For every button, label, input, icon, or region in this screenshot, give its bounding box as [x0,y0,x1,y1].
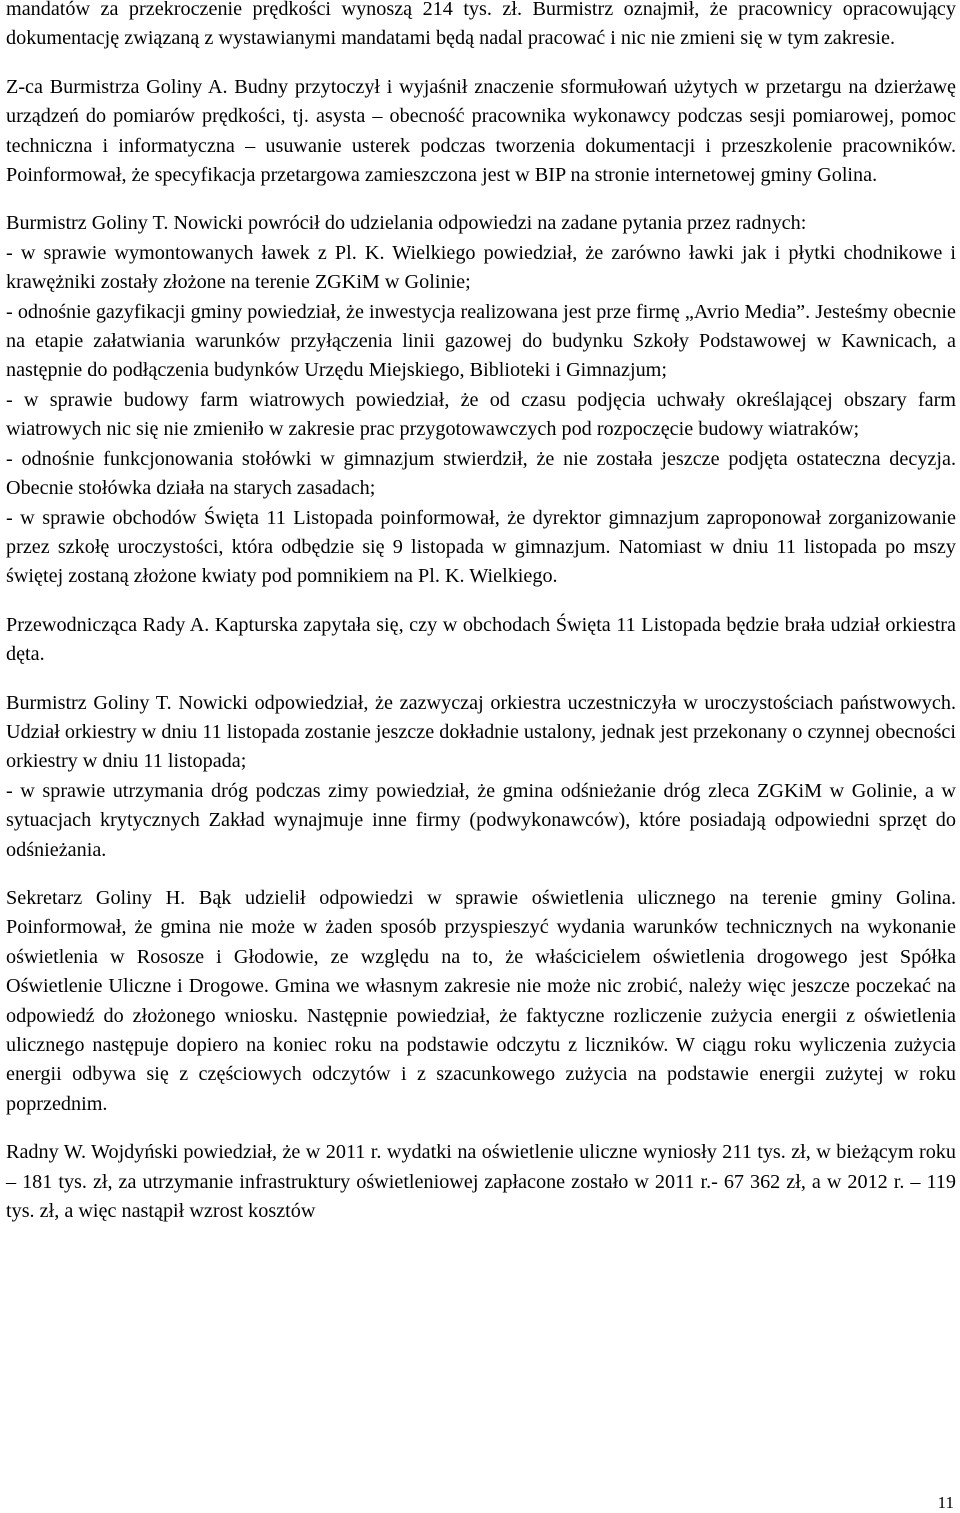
text-line-wind-farms: - w sprawie budowy farm wiatrowych powiedział, że od czasu podjęcia uchwały określającej obszary farm wiatrowych nic się nie zmieniło w zakresie prac przygotowawczych pod rozpoczęcie budowy wiatraków; [6,388,956,441]
text-line-canteen: - odnośnie funkcjonowania stołówki w gimnazjum stwierdził, że nie została jeszcze podjęta ostateczna decyzja. Obecnie stołówka działa na starych zasadach; [6,447,956,500]
paragraph-mayor-answers [6,209,956,591]
text-line: mandatów za przekroczenie prędkości wynoszą 214 tys. zł. Burmistrz oznajmił, że pracownicy opracowujący dokumentację związaną z wystawianymi mandatami będą nadal pracować i nic nie zmieni się w tym zakresie. [6,0,956,50]
text-line: Radny W. Wojdyński powiedział, że w 2011 r. wydatki na oświetlenie uliczne wyniosły 211 tys. zł, w bieżącym roku – 181 tys. zł, za utrzymanie infrastruktury oświetleniowej zapłacone zostało w 2011 r.- 67 362 zł, a w 2012 r. – 119 tys. zł, a więc nastąpił wzrost kosztów [6,1141,956,1223]
text-line: Przewodnicząca Rady A. Kapturska zapytała się, czy w obchodach Święta 11 Listopada będzie brała udział orkiestra dęta. [6,613,956,666]
paragraph-speeding-fines [6,0,956,54]
text-line: Z-ca Burmistrza Goliny A. Budny przytoczył i wyjaśnił znaczenie sformułowań użytych w przetargu na dzierżawę urządzeń do pomiarów prędkości, tj. asysta – obecność pracownika wykonawcy podczas sesji pomiarowej, pomoc techniczna i informatyczna – usuwanie usterek podczas tworzenia dokumentacji i przeszkolenie pracowników. Poinformował, że specyfikacja przetargowa zamieszczona jest w BIP na stronie internetowej gminy Golina. [6,75,956,187]
text-line-gasification: - odnośnie gazyfikacji gminy powiedział, że inwestycja realizowana jest prze firmę „Avrio Media”. Jesteśmy obecnie na etapie załatwiania warunków przyłączenia linii gazowej do budynku Szkoły Podstawowej w Kawnicach, a następnie do podłączenia budynków Urzędu Miejskiego, Biblioteki i Gimnazjum; [6,300,956,382]
paragraph-mayor-orchestra [6,689,956,865]
text-line: Sekretarz Goliny H. Bąk udzielił odpowiedzi w sprawie oświetlenia ulicznego na terenie gminy Golina. Poinformował, że gmina nie może w żaden sposób przyspieszyć wydania warunków technicznych na wykonanie oświetlenia w Rososze i Głodowie, ze względu na to, że właścicielem oświetlenia drogowego jest Spółka Oświetlenie Uliczne i Drogowe. Gmina we własnym zakresie nie może nic zrobić, należy więc jeszcze poczekać na odpowiedź do złożonego wniosku. Następnie powiedział, że faktyczne rozliczenie zużycia energii z oświetlenia ulicznego następuje dopiero na koniec roku na podstawie odczytu z liczników. W ciągu roku wyliczenia zużycia energii odbywa się z częściowych odczytów i z szacunkowego zużycia na podstawie energii zużytej w roku poprzednim. [6,886,956,1115]
paragraph-councillor-wojdynski [6,1138,956,1226]
paragraph-secretary-lighting [6,884,956,1119]
text-line-snow-removal: - w sprawie utrzymania dróg podczas zimy powiedział, że gmina odśnieżanie dróg zleca ZGKiM w Golinie, a w sytuacjach krytycznych Zakład wynajmuje inne firmy (podwykonawców), które posiadają odpowiedni sprzęt do odśnieżania. [6,779,956,861]
text-line: Burmistrz Goliny T. Nowicki powrócił do udzielania odpowiedzi na zadane pytania przez radnych: [6,212,807,235]
page-number: 11 [937,1493,954,1512]
text-line-benches: - w sprawie wymontowanych ławek z Pl. K. Wielkiego powiedział, że zarówno ławki jak i płytki chodnikowe i krawężniki zostały złożone na terenie ZGKiM w Golinie; [6,241,956,294]
document-body [6,0,956,1226]
paragraph-chair-question [6,611,956,670]
text-line-independence-day: - w sprawie obchodów Święta 11 Listopada poinformował, że dyrektor gimnazjum zaproponował zorganizowanie przez szkołę uroczystości, która odbędzie się 9 listopada w gimnazjum. Natomiast w dniu 11 listopada po mszy świętej zostaną złożone kwiaty pod pomnikiem na Pl. K. Wielkiego. [6,506,956,588]
text-line: Burmistrz Goliny T. Nowicki odpowiedział, że zazwyczaj orkiestra uczestniczyła w uroczystościach państwowych. Udział orkiestry w dniu 11 listopada zostanie jeszcze dokładnie ustalony, jednak jest przekonany o czynnej obecności orkiestry w dniu 11 listopada; [6,691,956,773]
paragraph-deputy-mayor-budny [6,73,956,191]
